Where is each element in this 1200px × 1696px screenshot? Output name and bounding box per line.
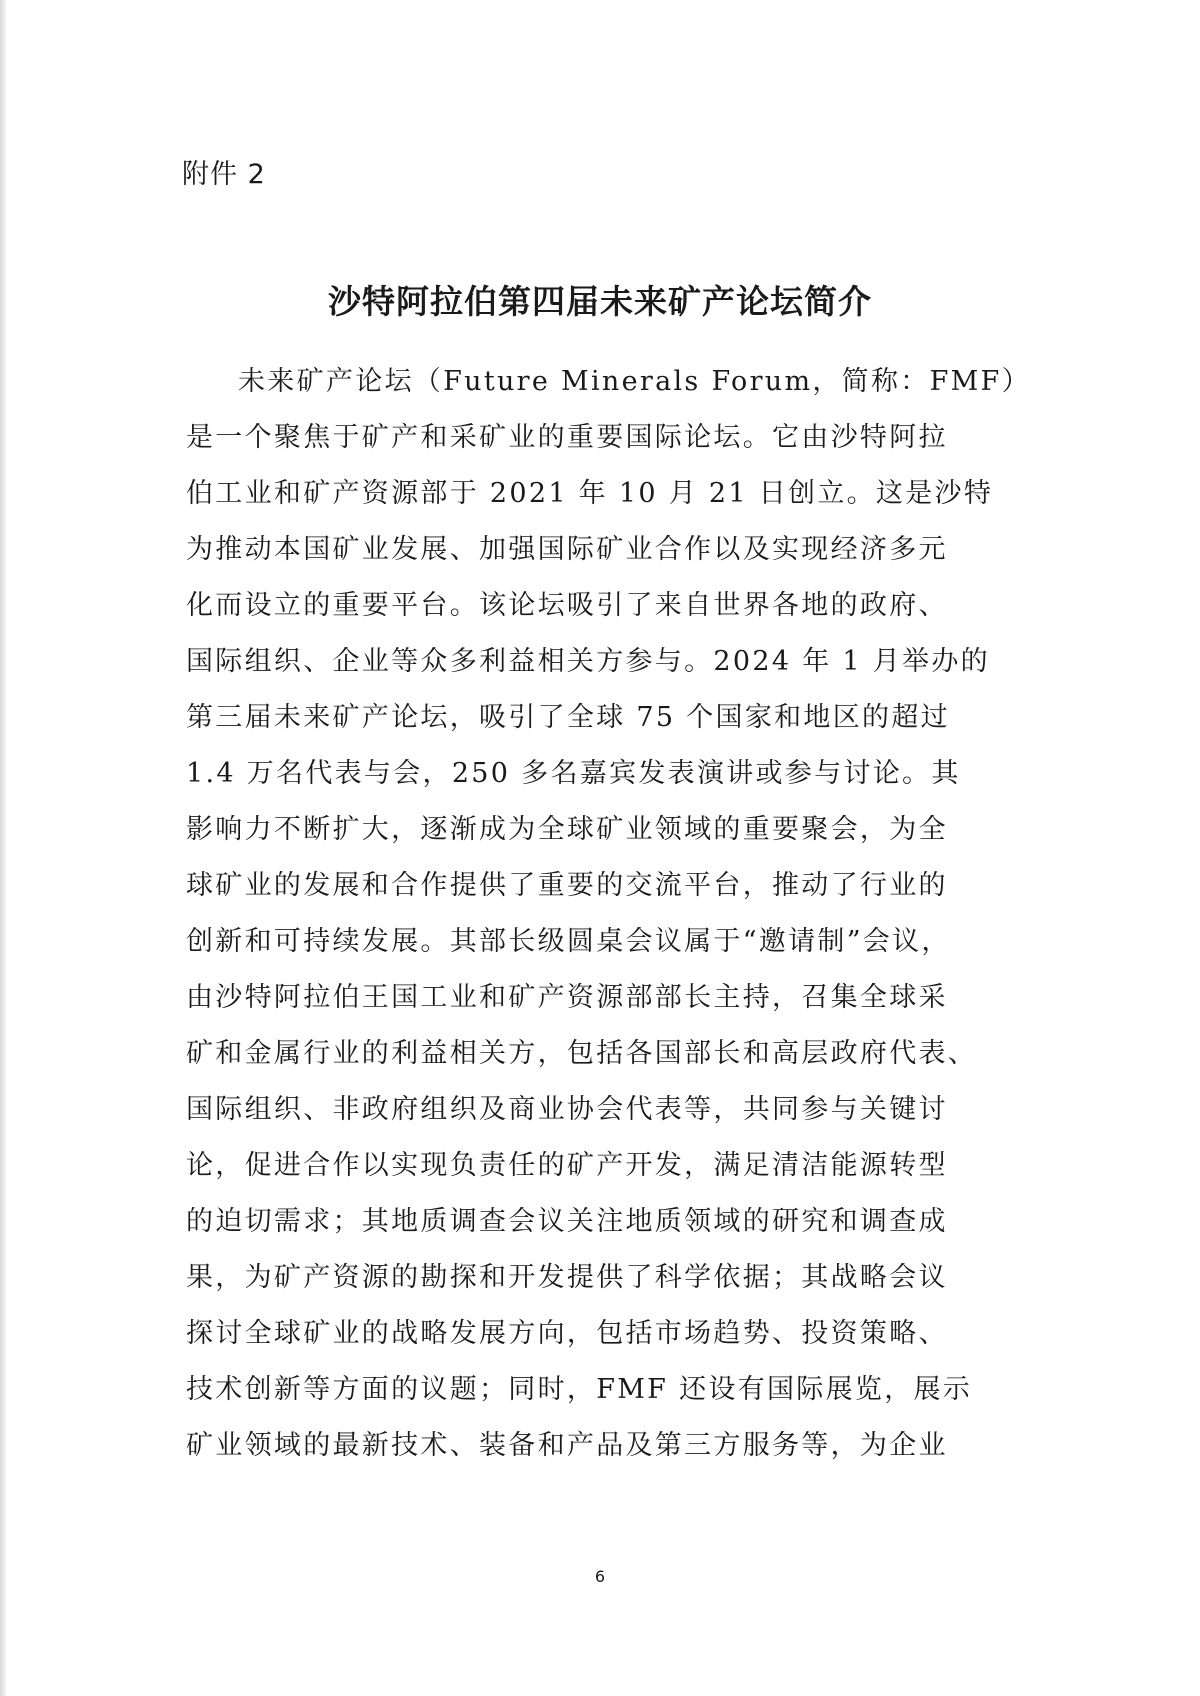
body-line: 化而设立的重要平台。该论坛吸引了来自世界各地的政府、 <box>186 590 948 621</box>
body-line: 技术创新等方面的议题；同时，FMF 还设有国际展览，展示 <box>186 1374 973 1405</box>
body-line: 的迫切需求；其地质调查会议关注地质领域的研究和调查成 <box>186 1206 948 1237</box>
body-line: 国际组织、企业等众多利益相关方参与。2024 年 1 月举办的 <box>186 646 990 677</box>
attachment-label: 附件 2 <box>182 159 266 190</box>
body-line: 是一个聚焦于矿产和采矿业的重要国际论坛。它由沙特阿拉 <box>186 422 948 453</box>
document-title: 沙特阿拉伯第四届未来矿产论坛简介 <box>328 282 872 321</box>
body-line: 由沙特阿拉伯王国工业和矿产资源部部长主持，召集全球采 <box>186 982 948 1013</box>
body-line: 球矿业的发展和合作提供了重要的交流平台，推动了行业的 <box>186 870 948 901</box>
body-line: 影响力不断扩大，逐渐成为全球矿业领域的重要聚会，为全 <box>186 814 948 845</box>
body-line: 创新和可持续发展。其部长级圆桌会议属于“邀请制”会议， <box>186 926 951 957</box>
body-line: 伯工业和矿产资源部于 2021 年 10 月 21 日创立。这是沙特 <box>186 478 994 509</box>
body-line: 矿和金属行业的利益相关方，包括各国部长和高层政府代表、 <box>186 1038 978 1069</box>
body-line: 探讨全球矿业的战略发展方向，包括市场趋势、投资策略、 <box>186 1318 948 1349</box>
body-line: 果，为矿产资源的勘探和开发提供了科学依据；其战略会议 <box>186 1262 948 1293</box>
body-line: 1.4 万名代表与会，250 多名嘉宾发表演讲或参与讨论。其 <box>186 758 961 789</box>
body-line: 为推动本国矿业发展、加强国际矿业合作以及实现经济多元 <box>186 534 948 565</box>
body-line: 矿业领域的最新技术、装备和产品及第三方服务等，为企业 <box>186 1430 948 1461</box>
page-number: 6 <box>594 1567 606 1586</box>
body-line: 国际组织、非政府组织及商业协会代表等，共同参与关键讨 <box>186 1094 948 1125</box>
body-line: 第三届未来矿产论坛，吸引了全球 75 个国家和地区的超过 <box>186 702 950 733</box>
body-line: 未来矿产论坛（Future Minerals Forum，简称：FMF） <box>238 366 1031 397</box>
body-line: 论，促进合作以实现负责任的矿产开发，满足清洁能源转型 <box>186 1150 948 1181</box>
